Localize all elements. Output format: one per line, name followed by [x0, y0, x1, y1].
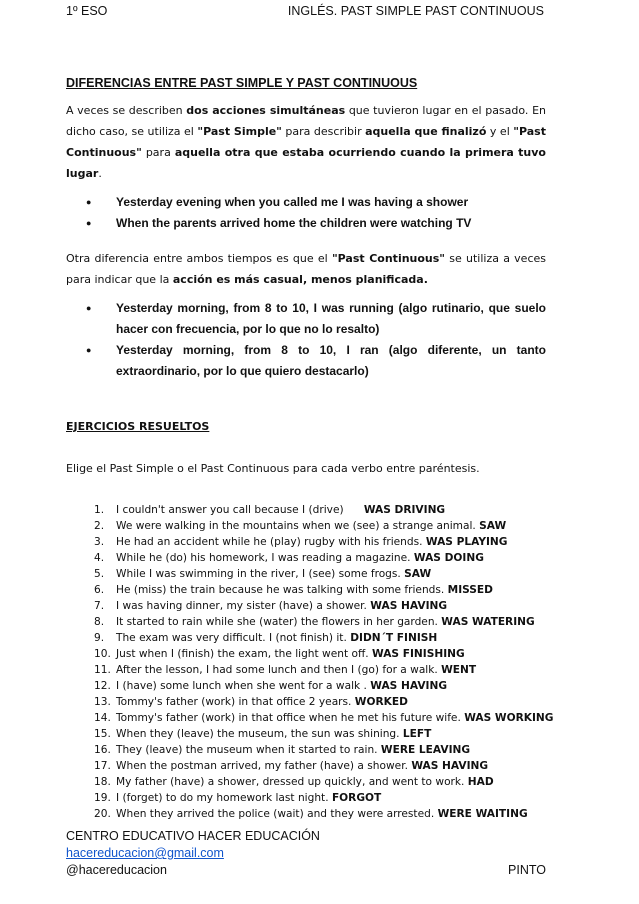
exercise-item: [66, 678, 546, 694]
exercise-answer: WAS HAVING: [370, 600, 448, 612]
exercise-number: 3.: [94, 536, 105, 548]
bold-run: "Past Simple": [197, 125, 282, 138]
bold-run: acción es más casual, menos planificada.: [172, 273, 428, 286]
text-run: y el: [486, 125, 514, 138]
exercise-number: 4.: [94, 552, 105, 564]
exercise-answer: WAS FINISHING: [371, 648, 465, 660]
exercise-number: 10.: [94, 648, 111, 660]
exercise-answer: SAW: [479, 520, 507, 532]
exercise-item: [66, 518, 546, 534]
exercise-answer: WAS WATERING: [441, 616, 535, 628]
bold-run: aquella que finalizó: [365, 125, 487, 138]
exercise-answer: WAS DRIVING: [363, 504, 446, 516]
exercise-sentence: He (miss) the train because he was talking with some friends.: [116, 584, 448, 596]
text-run: se utiliza a veces para indicar que la: [66, 252, 546, 286]
footer-school: CENTRO EDUCATIVO HACER EDUCACIÓN: [66, 829, 320, 843]
exercise-answer: WAS PLAYING: [425, 536, 508, 548]
exercise-list: [66, 502, 554, 822]
exercise-sentence: He had an accident while he (play) rugby with his friends.: [116, 536, 426, 548]
text-run: Otra diferencia entre ambos tiempos es que el: [66, 252, 332, 265]
example-text: Yesterday morning, from 8 to 10, I ran (algo diferente, un tanto extraordinario, por lo que quiero destacarlo): [116, 343, 546, 378]
exercise-answer: DIDN´T FINISH: [350, 632, 438, 644]
exercise-number: 9.: [94, 632, 105, 644]
exercise-number: 18.: [94, 776, 111, 788]
exercise-item: [66, 534, 546, 550]
bold-run: dos acciones simultáneas: [186, 104, 346, 117]
exercise-answer: WAS HAVING: [370, 680, 448, 692]
exercise-answer: WERE WAITING: [437, 808, 528, 820]
exercise-number: 6.: [94, 584, 105, 596]
exercise-number: 5.: [94, 568, 105, 580]
document-body: [66, 76, 554, 822]
example-text: Yesterday evening when you called me I was having a shower: [116, 195, 469, 209]
footer-email-link[interactable]: hacereducacion@gmail.com: [66, 846, 224, 860]
exercise-answer: LEFT: [402, 728, 432, 740]
exercise-sentence: They (leave) the museum when it started to rain.: [116, 744, 381, 756]
exercise-sentence: Tommy's father (work) in that office when he met his future wife.: [116, 712, 465, 724]
exercise-number: 2.: [94, 520, 105, 532]
text-run: que tuvieron lugar en el pasado. En dicho caso, se utiliza el: [66, 104, 546, 138]
section-heading-exercises: EJERCICIOS RESUELTOS: [66, 420, 210, 433]
exercise-number: 14.: [94, 712, 111, 724]
exercise-answer: WAS HAVING: [411, 760, 489, 772]
exercise-number: 16.: [94, 744, 111, 756]
bullet-icon: ●: [86, 345, 92, 355]
exercise-answer: WAS DOING: [413, 552, 484, 564]
section-heading-differences: DIFERENCIAS ENTRE PAST SIMPLE Y PAST CONTINUOUS: [66, 76, 418, 90]
exercise-item: [66, 582, 546, 598]
footer-place: PINTO: [508, 863, 546, 877]
exercise-answer: HAD: [467, 776, 494, 788]
exercise-item: [66, 774, 546, 790]
exercise-answer: WORKED: [354, 696, 408, 708]
exercise-number: 17.: [94, 760, 111, 772]
exercise-number: 19.: [94, 792, 111, 804]
exercise-item: [66, 502, 546, 518]
exercise-sentence: When they (leave) the museum, the sun was shining.: [116, 728, 403, 740]
exercise-answer: MISSED: [447, 584, 493, 596]
exercise-sentence: Tommy's father (work) in that office 2 years.: [116, 696, 355, 708]
exercise-number: 11.: [94, 664, 111, 676]
exercise-answer: WAS WORKING: [464, 712, 554, 724]
exercise-item: [66, 806, 546, 822]
exercise-number: 13.: [94, 696, 111, 708]
exercise-item: [66, 598, 546, 614]
list-item: [66, 192, 546, 213]
bold-run: "Past Continuous": [66, 125, 546, 159]
text-run: .: [98, 167, 102, 180]
page-header: [66, 4, 574, 24]
exercise-item: [66, 758, 546, 774]
bullet-icon: ●: [86, 197, 92, 207]
paragraph-simultaneous-actions: [66, 100, 546, 184]
exercise-item: [66, 662, 546, 678]
exercise-answer: SAW: [404, 568, 432, 580]
exercise-sentence: While he (do) his homework, I was reading a magazine.: [116, 552, 414, 564]
exercise-item: [66, 790, 546, 806]
exercise-answer: FORGOT: [331, 792, 382, 804]
bullet-icon: ●: [86, 303, 92, 313]
exercise-number: 15.: [94, 728, 111, 740]
bold-run: aquella otra que estaba ocurriendo cuando la primera tuvo lugar: [66, 146, 546, 180]
exercise-sentence: I couldn't answer you call because I (drive): [116, 504, 364, 516]
text-run: para describir: [281, 125, 366, 138]
exercise-sentence: We were walking in the mountains when we (see) a strange animal.: [116, 520, 480, 532]
exercise-item: [66, 710, 554, 726]
exercise-sentence: The exam was very difficult. I (not finish) it.: [116, 632, 351, 644]
text-run: A veces se describen: [66, 104, 187, 117]
example-text: Yesterday morning, from 8 to 10, I was running (algo rutinario, que suelo hacer con frecuencia, por lo que no lo resalto): [116, 301, 546, 336]
exercise-number: 8.: [94, 616, 105, 628]
paragraph-casual-action: [66, 248, 546, 290]
exercise-sentence: I (have) some lunch when she went for a walk .: [116, 680, 371, 692]
exercise-sentence: My father (have) a shower, dressed up quickly, and went to work.: [116, 776, 468, 788]
exercise-answer: WENT: [441, 664, 477, 676]
example-list-2: [66, 298, 546, 382]
text-run: para: [141, 146, 175, 159]
bullet-icon: ●: [86, 218, 92, 228]
list-item: [66, 213, 546, 234]
exercise-sentence: I (forget) to do my homework last night.: [116, 792, 332, 804]
exercise-answer: WERE LEAVING: [380, 744, 471, 756]
exercise-number: 20.: [94, 808, 111, 820]
exercise-item: [66, 646, 546, 662]
footer-handle: @hacereducacion: [66, 863, 167, 877]
header-level: 1º ESO: [66, 4, 108, 18]
exercise-sentence: After the lesson, I had some lunch and then I (go) for a walk.: [116, 664, 442, 676]
list-item: [66, 298, 546, 340]
exercise-item: [66, 694, 546, 710]
exercise-number: 7.: [94, 600, 105, 612]
example-list-1: [66, 192, 546, 234]
exercise-sentence: When the postman arrived, my father (have) a shower.: [116, 760, 412, 772]
exercise-item: [66, 566, 546, 582]
exercise-item: [66, 630, 546, 646]
exercise-item: [66, 742, 546, 758]
exercise-sentence: While I was swimming in the river, I (see) some frogs.: [116, 568, 405, 580]
bold-run: "Past Continuous": [331, 252, 446, 265]
header-title: INGLÉS. PAST SIMPLE PAST CONTINUOUS: [287, 4, 544, 18]
exercise-number: 1.: [94, 504, 105, 516]
exercise-sentence: I was having dinner, my sister (have) a shower.: [116, 600, 371, 612]
exercise-number: 12.: [94, 680, 111, 692]
exercise-item: [66, 550, 546, 566]
exercise-instruction: Elige el Past Simple o el Past Continuous para cada verbo entre paréntesis.: [66, 462, 480, 475]
exercise-sentence: When they arrived the police (wait) and they were arrested.: [116, 808, 438, 820]
list-item: [66, 340, 546, 382]
exercise-sentence: It started to rain while she (water) the flowers in her garden.: [116, 616, 442, 628]
exercise-item: [66, 726, 546, 742]
exercise-item: [66, 614, 546, 630]
page-footer: [66, 828, 546, 879]
example-text: When the parents arrived home the children were watching TV: [116, 216, 472, 230]
exercise-sentence: Just when I (finish) the exam, the light went off.: [116, 648, 372, 660]
